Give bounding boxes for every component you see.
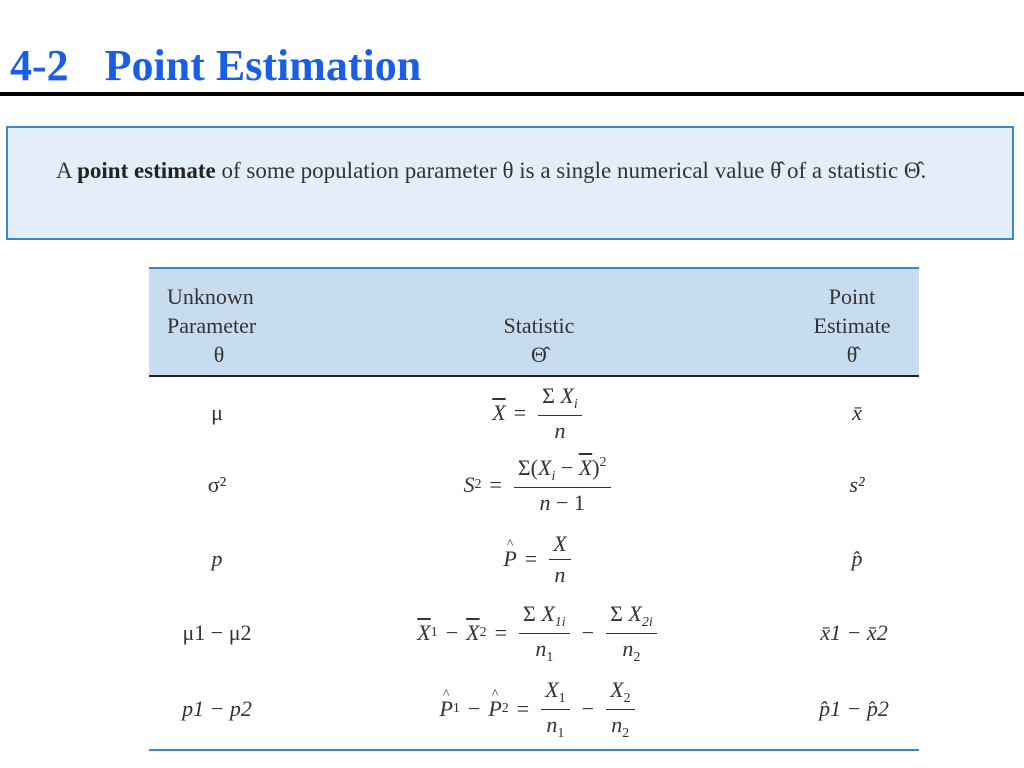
estimate-p-hat-difference: p̂1 − p̂2 xyxy=(819,696,889,721)
parameter-sigma-squared: σ² xyxy=(207,472,227,497)
table-row xyxy=(149,377,919,449)
estimate-x-bar-difference: x̄1 − x̄2 xyxy=(820,620,888,645)
statistic-cell: ^ P = $\frac{X}{n}$ xyxy=(339,523,739,595)
section-number: 4-2 xyxy=(10,41,69,90)
estimator-table xyxy=(149,267,919,751)
header-line: Estimate xyxy=(813,313,891,338)
parameter-mu-difference: μ1 − μ2 xyxy=(182,620,252,645)
statistic-cell: ^ P 1 − ^ P 2 = $\frac{X_1}{n_1}$ − $\frac{X_2}{n_2}$ xyxy=(339,673,739,745)
estimate-cell xyxy=(789,523,925,595)
parameter-cell xyxy=(149,377,285,449)
header-line: Point xyxy=(828,284,876,309)
estimate-cell xyxy=(789,449,925,521)
header-line: Unknown xyxy=(167,284,254,309)
definition-term: point estimate xyxy=(77,158,216,183)
parameter-p: p xyxy=(211,546,223,571)
header-symbol: θ xyxy=(213,342,225,367)
estimate-cell xyxy=(779,597,929,669)
estimate-x-bar: x̄ xyxy=(852,400,862,425)
header-unknown-parameter xyxy=(167,282,271,369)
parameter-cell xyxy=(149,449,285,521)
table-row xyxy=(149,597,919,669)
estimate-p-hat: p̂ xyxy=(851,546,863,571)
header-symbol: Θ̂ xyxy=(531,342,547,367)
statistic-cell: $\overline{X}$ 1 − $\overline{X}$ 2 = $\frac{\Sigma X_{1i}}{n_1}$ − $\frac{\Sigma X_{2i}}{n_2}$ xyxy=(339,597,739,669)
parameter-cell xyxy=(149,597,285,669)
statistic-cell: S 2 = $\frac{\Sigma(X_i - \overline{X})^2}{n - 1}$ xyxy=(339,449,739,521)
table-row xyxy=(149,449,919,521)
parameter-cell xyxy=(149,673,285,745)
estimate-cell xyxy=(779,673,929,745)
header-point-estimate xyxy=(797,282,907,369)
parameter-p-difference: p1 − p2 xyxy=(182,696,252,721)
table-bottom-rule xyxy=(149,749,919,751)
header-line: Parameter xyxy=(167,313,257,338)
statistic-cell: $\overline{X}$ = $\frac{\Sigma X_i}{n}$ xyxy=(339,377,739,449)
title-text: Point Estimation xyxy=(104,41,422,90)
header-symbol: θ̂ xyxy=(846,342,858,367)
table-row xyxy=(149,523,919,595)
definition-body: of some population parameter θ is a single numerical value θ̂ of a statistic Θ̂. xyxy=(215,158,927,183)
header-line: Statistic xyxy=(503,313,575,338)
definition-box xyxy=(6,126,1014,240)
page-title xyxy=(10,40,421,91)
header-statistic xyxy=(449,311,629,369)
title-divider xyxy=(0,92,1024,96)
definition-prefix: A xyxy=(56,158,78,183)
table-row xyxy=(149,673,919,745)
table-header xyxy=(149,267,919,375)
definition-text xyxy=(56,155,986,186)
estimate-s-squared: s² xyxy=(849,472,865,497)
estimate-cell xyxy=(789,377,925,449)
parameter-mu: μ xyxy=(211,400,223,425)
parameter-cell xyxy=(149,523,285,595)
